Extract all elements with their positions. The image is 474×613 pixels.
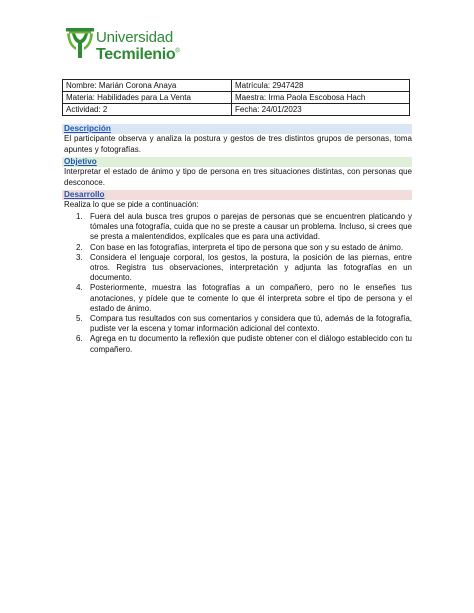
descripcion-section — [62, 124, 412, 155]
registered-mark: ® — [175, 48, 180, 55]
step-number: 1. — [76, 212, 83, 221]
table-row — [63, 104, 410, 116]
student-info-table — [62, 79, 410, 116]
step-text: Agrega en tu documento la reflexión que pudiste obtener con el diálogo establecido con tu compañero. — [90, 334, 412, 354]
teacher-cell: Maestra: Irma Paola Escobosa Hach — [232, 92, 410, 104]
desarrollo-intro: Realiza lo que se pide a continuación: — [64, 200, 199, 209]
steps-list — [62, 212, 412, 355]
subject-cell: Materia: Habilidades para La Venta — [63, 92, 232, 104]
step-text: Fuera del aula busca tres grupos o parejas de personas que se encuentren platicando y tómales una fotografía, cuida que no se preste a causar un problema. Incluso, si crees que se presta a malentendidos, explícales que es para una actividad. — [90, 212, 412, 242]
descripcion-heading: Descripción — [62, 124, 412, 134]
logo-line-universidad: Universidad — [96, 29, 174, 46]
objetivo-heading: Objetivo — [62, 157, 412, 167]
university-logo — [66, 28, 186, 68]
step-text: Considera el lenguaje corporal, los gestos, la postura, la posición de las piernas, entre otros. Registra tus observaciones, interpretación y adjunta las fotografías en un documento. — [90, 252, 412, 283]
step-text: Compara tus resultados con sus comentarios y considera que tú, además de la fotografía, pudiste ver la escena y tomar información adicional del contexto. — [90, 314, 412, 334]
table-row — [63, 92, 410, 104]
list-item — [62, 283, 412, 314]
step-text: Con base en las fotografías, interpreta el tipo de persona que son y su estado de ánimo. — [90, 242, 404, 252]
table-row — [63, 80, 410, 92]
list-item — [62, 253, 412, 284]
list-item — [62, 314, 412, 334]
list-item — [62, 334, 412, 354]
tecmilenio-logo-icon — [66, 28, 94, 58]
activity-cell: Actividad: 2 — [63, 104, 232, 116]
student-name-cell: Nombre: Marián Corona Anaya — [63, 80, 232, 92]
date-cell: Fecha: 24/01/2023 — [232, 104, 410, 116]
descripcion-text: El participante observa y analiza la postura y gestos de tres distintos grupos de personas, toma apuntes y fotografías. — [64, 134, 412, 154]
desarrollo-heading: Desarrollo — [62, 190, 412, 200]
step-number: 5. — [76, 314, 83, 324]
step-number: 4. — [76, 283, 83, 293]
objetivo-section — [62, 157, 412, 188]
objetivo-text: Interpretar el estado de ánimo y tipo de persona en tres situaciones distintas, con personas que desconoce. — [64, 167, 412, 187]
step-number: 2. — [76, 242, 83, 252]
desarrollo-section — [62, 190, 412, 211]
step-number: 6. — [76, 334, 83, 344]
step-number: 3. — [76, 252, 83, 262]
list-item — [62, 243, 412, 253]
logo-line-tecmilenio: Tecmilenio® — [96, 46, 180, 63]
student-id-cell: Matrícula: 2947428 — [232, 80, 410, 92]
list-item — [62, 212, 412, 243]
step-text: Posteriormente, muestra las fotografías a un compañero, pero no le enseñes tus anotaciones, y pídele que te comente lo que él interpreta sobre el tipo de persona y el estado de ánimo. — [90, 283, 412, 313]
